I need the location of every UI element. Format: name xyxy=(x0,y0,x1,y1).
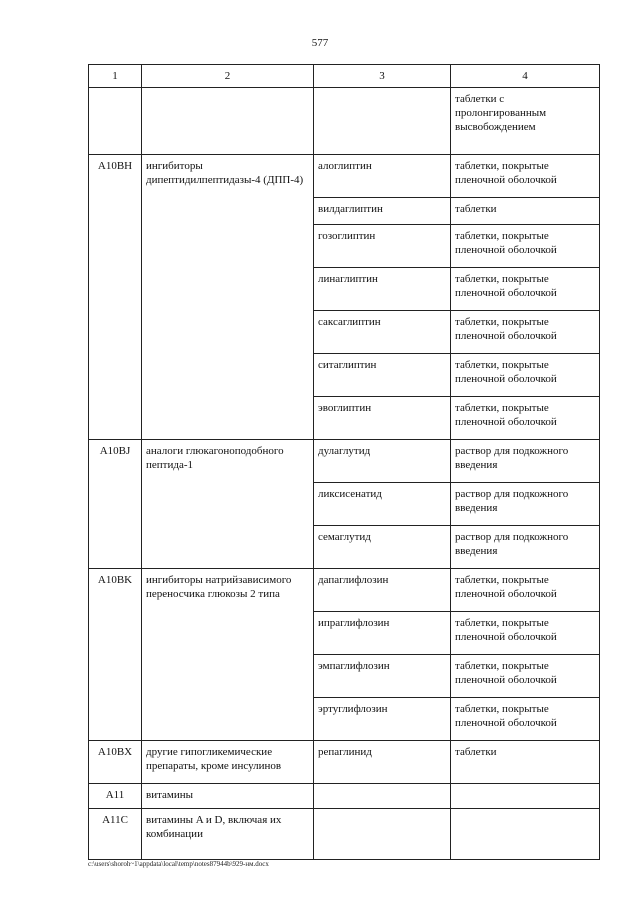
dosage-form-cell: таблетки, покрытые пленочной оболочкой xyxy=(451,612,600,655)
drug-name-cell: эвоглиптин xyxy=(314,397,451,440)
dosage-form-cell: таблетки xyxy=(451,198,600,225)
column-header: 3 xyxy=(314,65,451,88)
dosage-form-cell: таблетки, покрытые пленочной оболочкой xyxy=(451,569,600,612)
table-row xyxy=(89,155,600,198)
column-header: 1 xyxy=(89,65,142,88)
atc-code-cell xyxy=(89,88,142,155)
dosage-form-cell: таблетки, покрытые пленочной оболочкой xyxy=(451,397,600,440)
dosage-form-cell: таблетки, покрытые пленочной оболочкой xyxy=(451,155,600,198)
drug-name-cell: дапаглифлозин xyxy=(314,569,451,612)
drug-name-cell: дулаглутид xyxy=(314,440,451,483)
dosage-form-cell: раствор для подкожного введения xyxy=(451,440,600,483)
drug-name-cell xyxy=(314,784,451,809)
table-row xyxy=(89,440,600,483)
drug-name-cell: семаглутид xyxy=(314,526,451,569)
drug-name-cell xyxy=(314,809,451,860)
dosage-form-cell: таблетки, покрытые пленочной оболочкой xyxy=(451,354,600,397)
drug-name-cell: репаглинид xyxy=(314,741,451,784)
column-header: 2 xyxy=(142,65,314,88)
atc-code-cell: A10BJ xyxy=(89,440,142,569)
atc-code-cell: A10BX xyxy=(89,741,142,784)
atc-code-cell: A11 xyxy=(89,784,142,809)
drug-name-cell xyxy=(314,88,451,155)
table-row xyxy=(89,809,600,860)
dosage-form-cell xyxy=(451,809,600,860)
drug-name-cell: эртуглифлозин xyxy=(314,698,451,741)
drug-name-cell: гозоглиптин xyxy=(314,225,451,268)
table-row xyxy=(89,88,600,155)
drug-name-cell: ситаглиптин xyxy=(314,354,451,397)
drug-name-cell: эмпаглифлозин xyxy=(314,655,451,698)
group-name-cell: витамины xyxy=(142,784,314,809)
table-row xyxy=(89,784,600,809)
drug-name-cell: саксаглиптин xyxy=(314,311,451,354)
drug-name-cell: линаглиптин xyxy=(314,268,451,311)
dosage-form-cell xyxy=(451,784,600,809)
drug-name-cell: вилдаглиптин xyxy=(314,198,451,225)
dosage-form-cell: раствор для подкожного введения xyxy=(451,526,600,569)
table-row xyxy=(89,741,600,784)
dosage-form-cell: таблетки, покрытые пленочной оболочкой xyxy=(451,655,600,698)
page-number: 577 xyxy=(311,37,329,49)
group-name-cell: ингибиторы дипептидилпептидазы-4 (ДПП-4) xyxy=(142,155,314,440)
group-name-cell: другие гипогликемические препараты, кроме инсулинов xyxy=(142,741,314,784)
dosage-form-cell: таблетки, покрытые пленочной оболочкой xyxy=(451,225,600,268)
dosage-form-cell: таблетки, покрытые пленочной оболочкой xyxy=(451,311,600,354)
table-row xyxy=(89,569,600,612)
group-name-cell: ингибиторы натрийзависимого переносчика глюкозы 2 типа xyxy=(142,569,314,741)
footer-file-path: c:\users\shoroh~1\appdata\local\temp\notes87944b\929-нм.docx xyxy=(88,860,269,868)
table-header-row xyxy=(89,65,600,88)
drug-table xyxy=(88,64,600,860)
group-name-cell xyxy=(142,88,314,155)
atc-code-cell: A11C xyxy=(89,809,142,860)
dosage-form-cell: таблетки с пролонгированным высвобождением xyxy=(451,88,600,155)
group-name-cell: аналоги глюкагоноподобного пептида-1 xyxy=(142,440,314,569)
group-name-cell: витамины A и D, включая их комбинации xyxy=(142,809,314,860)
dosage-form-cell: таблетки, покрытые пленочной оболочкой xyxy=(451,268,600,311)
atc-code-cell: A10BH xyxy=(89,155,142,440)
drug-name-cell: ипраглифлозин xyxy=(314,612,451,655)
dosage-form-cell: раствор для подкожного введения xyxy=(451,483,600,526)
atc-code-cell: A10BK xyxy=(89,569,142,741)
drug-name-cell: ликсисенатид xyxy=(314,483,451,526)
dosage-form-cell: таблетки xyxy=(451,741,600,784)
drug-name-cell: алоглиптин xyxy=(314,155,451,198)
dosage-form-cell: таблетки, покрытые пленочной оболочкой xyxy=(451,698,600,741)
column-header: 4 xyxy=(451,65,600,88)
